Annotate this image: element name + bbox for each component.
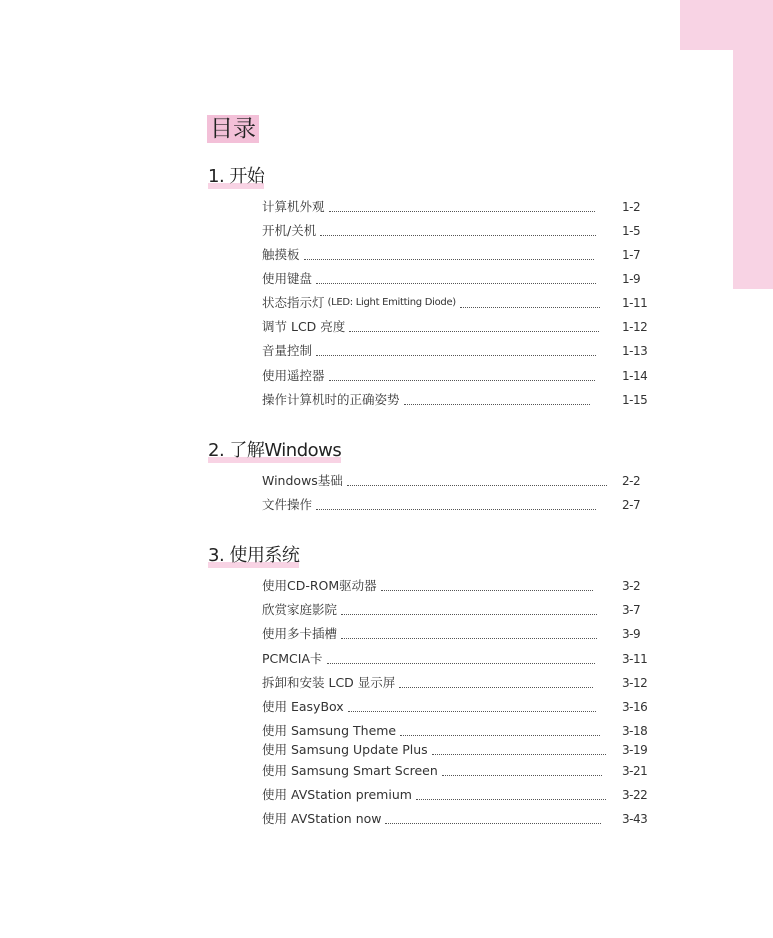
entry-label: 状态指示灯 — [262, 295, 325, 310]
entry-page: 2-7 — [622, 498, 641, 512]
entry-page: 2-2 — [622, 474, 641, 488]
entry-page: 3-21 — [622, 764, 648, 778]
toc-entry[interactable] — [262, 786, 648, 804]
dot-leader — [347, 484, 607, 486]
entry-label: 拆卸和安装 LCD 显示屏 — [262, 675, 396, 690]
toc-entry[interactable] — [262, 625, 642, 643]
toc-entry[interactable] — [262, 698, 648, 716]
entry-label: 使用多卡插槽 — [262, 626, 338, 641]
toc-entry[interactable] — [262, 601, 642, 619]
toc-entry[interactable] — [262, 391, 648, 409]
dot-leader — [381, 589, 593, 591]
toc-entry[interactable] — [262, 722, 648, 740]
entry-page: 1-7 — [622, 248, 641, 262]
entry-page: 1-15 — [622, 393, 648, 407]
dot-leader — [442, 774, 602, 776]
entry-label: Windows基础 — [262, 473, 343, 488]
dot-leader — [304, 258, 594, 260]
entry-page: 3-2 — [622, 579, 641, 593]
toc-entry[interactable] — [262, 367, 648, 385]
entry-sublabel: (LED: Light Emitting Diode) — [327, 297, 456, 308]
toc-title: 目录 — [207, 115, 259, 143]
entry-page: 3-16 — [622, 700, 648, 714]
entry-page: 1-14 — [622, 369, 648, 383]
dot-leader — [329, 210, 595, 212]
entry-label: 使用 Samsung Smart Screen — [262, 763, 438, 778]
entry-page: 3-43 — [622, 812, 648, 826]
dot-leader — [404, 403, 590, 405]
entry-label: 使用 Samsung Update Plus — [262, 742, 428, 757]
entry-label: 开机/关机 — [262, 223, 317, 238]
dot-leader — [460, 306, 600, 308]
toc-entry[interactable] — [262, 472, 642, 490]
dot-leader — [329, 379, 595, 381]
entry-label: 使用遥控器 — [262, 368, 325, 383]
toc-entry[interactable] — [262, 496, 642, 514]
section-heading-2: 2. 了解Windows — [208, 440, 342, 461]
entry-page: 3-9 — [622, 627, 641, 641]
entry-label: 使用 AVStation premium — [262, 787, 412, 802]
toc-entry[interactable] — [262, 741, 648, 759]
entry-page: 3-12 — [622, 676, 648, 690]
toc-entry[interactable] — [262, 650, 648, 668]
dot-leader — [327, 662, 595, 664]
toc-entry[interactable] — [262, 270, 642, 288]
entry-label: 触摸板 — [262, 247, 300, 262]
toc-entry[interactable] — [262, 222, 642, 240]
entry-page: 3-22 — [622, 788, 648, 802]
toc-entry[interactable] — [262, 342, 648, 360]
toc-entry[interactable] — [262, 294, 648, 312]
toc-entry[interactable] — [262, 674, 648, 692]
entry-label: 欣赏家庭影院 — [262, 602, 338, 617]
entry-label: 使用 EasyBox — [262, 699, 344, 714]
toc-entry[interactable] — [262, 318, 648, 336]
dot-leader — [432, 753, 606, 755]
entry-label: 使用键盘 — [262, 271, 313, 286]
toc-entry[interactable] — [262, 198, 642, 216]
chapter-tab-top — [680, 0, 773, 50]
entry-page: 1-13 — [622, 344, 648, 358]
dot-leader — [341, 613, 597, 615]
dot-leader — [385, 822, 601, 824]
entry-page: 3-18 — [622, 724, 648, 738]
dot-leader — [316, 508, 596, 510]
entry-label: 使用 Samsung Theme — [262, 723, 397, 738]
entry-label: 使用CD-ROM驱动器 — [262, 578, 377, 593]
dot-leader — [349, 330, 599, 332]
entry-page: 1-5 — [622, 224, 641, 238]
entry-label: 使用 AVStation now — [262, 811, 382, 826]
dot-leader — [416, 798, 606, 800]
toc-entry[interactable] — [262, 762, 648, 780]
entry-label: 操作计算机时的正确姿势 — [262, 392, 400, 407]
entry-label: 文件操作 — [262, 497, 313, 512]
entry-page: 1-9 — [622, 272, 641, 286]
toc-entry[interactable] — [262, 577, 642, 595]
dot-leader — [320, 234, 596, 236]
dot-leader — [316, 354, 596, 356]
dot-leader — [400, 734, 600, 736]
section-heading-3: 3. 使用系统 — [208, 545, 300, 566]
section-heading-1: 1. 开始 — [208, 166, 265, 187]
entry-page: 1-11 — [622, 296, 648, 310]
entry-page: 3-11 — [622, 652, 648, 666]
entry-page: 3-7 — [622, 603, 641, 617]
dot-leader — [399, 686, 593, 688]
entry-page: 1-12 — [622, 320, 648, 334]
entry-label: PCMCIA卡 — [262, 651, 323, 666]
chapter-tab-side — [733, 50, 773, 289]
entry-label: 调节 LCD 亮度 — [262, 319, 346, 334]
entry-label: 音量控制 — [262, 343, 313, 358]
dot-leader — [316, 282, 596, 284]
entry-page: 1-2 — [622, 200, 641, 214]
dot-leader — [348, 710, 596, 712]
entry-label: 计算机外观 — [262, 199, 325, 214]
toc-entry[interactable] — [262, 246, 642, 264]
entry-page: 3-19 — [622, 743, 648, 757]
toc-entry[interactable] — [262, 810, 648, 828]
dot-leader — [341, 637, 597, 639]
